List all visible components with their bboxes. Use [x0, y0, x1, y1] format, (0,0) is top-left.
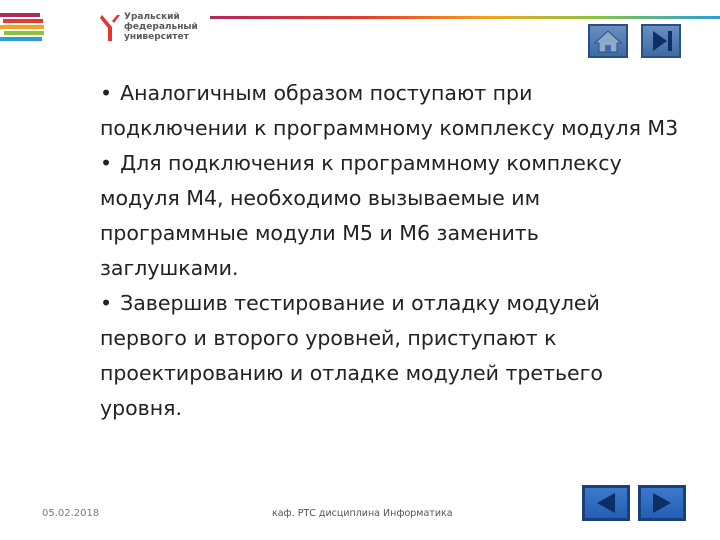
next-arrow-icon: [641, 488, 683, 518]
skip-to-end-icon: [643, 26, 679, 56]
footer-date: 05.02.2018: [42, 508, 100, 519]
bullet-item: [100, 146, 680, 286]
logo-line-1: Уральский: [124, 12, 180, 22]
footer-caption: каф. РТС дисциплина Информатика: [272, 508, 453, 519]
bullet-dot: •: [100, 81, 113, 105]
bullet-text: Для подключения к программному комплексу модуля М4, необходимо вызываемые им программные модули М5 и М6 заменить заглушками.: [100, 151, 622, 280]
logo-line-2: федеральный: [124, 22, 198, 32]
bullet-dot: •: [100, 291, 113, 315]
university-logo-icon: [100, 13, 122, 43]
slide-content: [100, 76, 680, 426]
bullet-text: Завершив тестирование и отладку модулей первого и второго уровней, приступают к проектированию и отладке модулей третьего уровня.: [100, 291, 603, 420]
home-button[interactable]: [588, 24, 628, 58]
bullet-item: [100, 286, 680, 426]
home-icon: [590, 26, 626, 56]
previous-slide-button[interactable]: [582, 485, 630, 521]
end-button[interactable]: [641, 24, 681, 58]
bullet-item: [100, 76, 680, 146]
next-slide-button[interactable]: [638, 485, 686, 521]
logo-line-3: университет: [124, 32, 189, 42]
previous-arrow-icon: [585, 488, 627, 518]
bullet-text: Аналогичным образом поступают при подключении к программному комплексу модуля М3: [100, 81, 679, 140]
bullet-dot: •: [100, 151, 113, 175]
header-divider: [210, 16, 720, 19]
university-name: [124, 12, 198, 42]
logo-stripes: [0, 13, 46, 43]
